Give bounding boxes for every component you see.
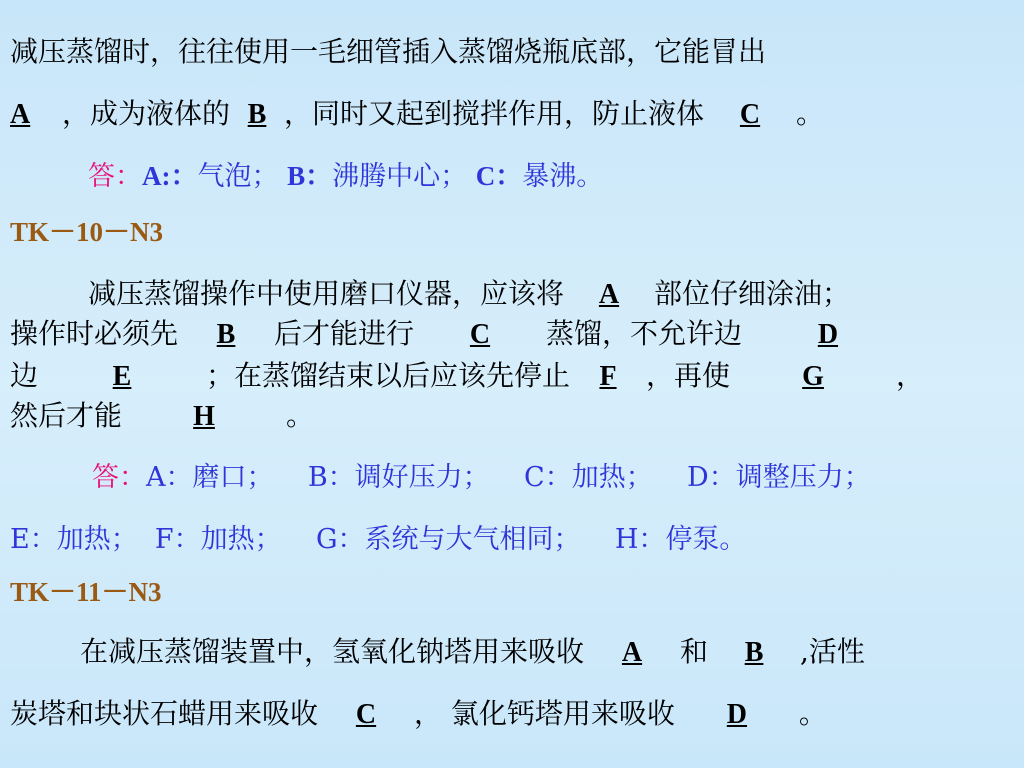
answer-a-value: 气泡；	[197, 161, 279, 192]
q2-answer-line1	[92, 462, 871, 494]
blank-e: E	[112, 361, 132, 392]
q3-line2-end: 。	[798, 697, 827, 730]
q2-line4-text1: 然后才能	[10, 399, 123, 432]
blank-d: D	[817, 319, 839, 350]
answer-d: D：调整压力；	[687, 462, 871, 493]
answer-a-label: A:：	[142, 161, 198, 191]
blank-c: C	[739, 99, 761, 130]
q2-line3-text1: 边	[10, 359, 39, 392]
q2-line2-text3: 蒸馏，不允许边	[546, 317, 743, 350]
q1-line2-text2: ，同时又起到搅拌作用，防止液体	[284, 97, 705, 130]
answer-b-label: B：	[287, 161, 333, 191]
q1-line2-end: 。	[796, 97, 825, 130]
blank-a: A	[10, 99, 31, 130]
q2-line3-text2: ；在蒸馏结束以后应该先停止	[206, 359, 571, 392]
answer-h: H：停泵。	[614, 524, 747, 555]
q2-line2	[10, 318, 838, 351]
answer-lead: 答：	[88, 161, 142, 192]
q3-line1-text1: 在减压蒸馏装置中，氢氧化钠塔用来吸收	[80, 635, 585, 668]
question-code-tk10: TK－10－N3	[10, 217, 164, 247]
answer-c-value: 暴沸。	[522, 161, 604, 192]
q1-answer	[88, 160, 603, 193]
q2-line4-end: 。	[286, 399, 315, 432]
answer-c-label: C：	[475, 161, 523, 191]
blank-c: C	[355, 699, 377, 730]
answer-b-value: 沸腾中心；	[332, 161, 468, 192]
q2-line2-text1: 操作时必须先	[10, 317, 179, 350]
q3-line2-text1: 炭塔和块状石蜡用来吸收	[10, 697, 319, 730]
blank-c: C	[469, 319, 491, 350]
blank-f: F	[599, 361, 617, 392]
answer-g: G：系统与大气相同；	[315, 524, 581, 555]
answer-c: C：加热；	[524, 462, 653, 493]
blank-b: B	[216, 319, 236, 350]
answer-lead: 答：	[92, 462, 146, 493]
blank-b: B	[247, 99, 267, 130]
q2-line1	[88, 278, 850, 311]
blank-g: G	[802, 361, 824, 392]
q2-line3-text3: ，再使	[646, 359, 731, 392]
q1-line1-text: 减压蒸馏时，往往使用一毛细管插入蒸馏烧瓶底部，它能冒出	[10, 35, 767, 68]
q2-line1-end: 部位仔细涂油；	[654, 277, 851, 310]
q3-line1	[80, 636, 865, 669]
answer-f: F：加热；	[154, 524, 282, 555]
blank-d: D	[726, 699, 748, 730]
answer-e: E：加热；	[10, 524, 138, 555]
blank-b: B	[744, 637, 764, 668]
q2-answer-line2	[10, 524, 746, 556]
question-code-tk11: TK－11－N3	[10, 577, 162, 607]
q2-line2-text2: 后才能进行	[274, 317, 415, 350]
q2-line3	[10, 360, 924, 393]
q1-line2-text1: ，成为液体的	[62, 97, 231, 130]
q3-line2-text2: ， 氯化钙塔用来吸收	[414, 697, 675, 730]
q2-line1-text: 减压蒸馏操作中使用磨口仪器，应该将	[88, 277, 565, 310]
q1-line2	[10, 98, 824, 131]
blank-h: H	[193, 401, 215, 432]
answer-a: A：磨口；	[146, 462, 274, 493]
q3-line2	[10, 698, 827, 731]
q3-line1-text2: 和	[680, 635, 709, 668]
q2-line4	[10, 400, 314, 433]
q3-line1-end: ,活性	[800, 635, 865, 668]
blank-a: A	[621, 637, 643, 668]
answer-b: B：调好压力；	[307, 462, 490, 493]
blank-a: A	[598, 279, 620, 310]
q2-line3-end: ，	[896, 359, 925, 392]
q1-line1	[10, 36, 766, 68]
